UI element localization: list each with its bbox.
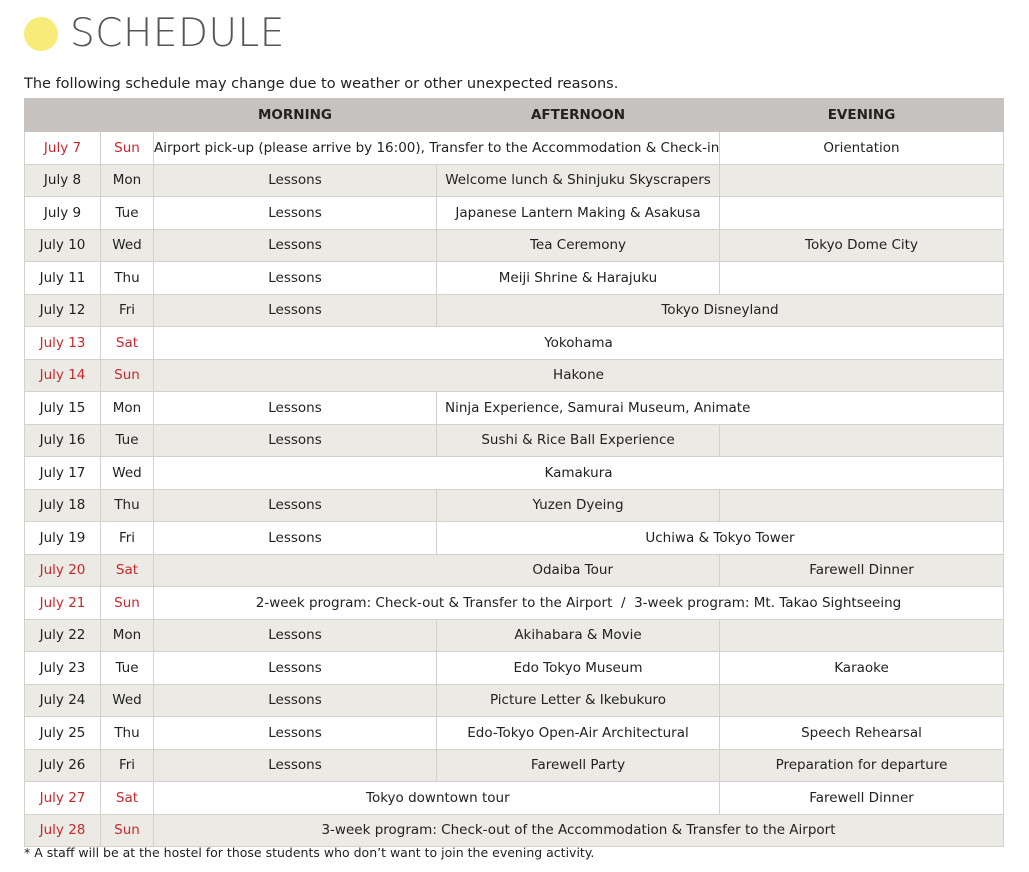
row-day: Thu bbox=[101, 489, 154, 522]
row-day: Mon bbox=[101, 164, 154, 197]
activity-cell: Tokyo Disneyland bbox=[437, 294, 1004, 327]
page-header bbox=[24, 12, 285, 56]
activity-cell: Farewell Dinner bbox=[720, 554, 1004, 587]
activity-cell: Lessons bbox=[154, 294, 437, 327]
row-day: Wed bbox=[101, 457, 154, 490]
activity-cell: Japanese Lantern Making & Asakusa bbox=[437, 197, 720, 230]
row-day: Mon bbox=[101, 619, 154, 652]
table-row bbox=[25, 814, 1004, 847]
table-row bbox=[25, 392, 1004, 425]
activity-cell: Uchiwa & Tokyo Tower bbox=[437, 522, 1004, 555]
activity-cell: Lessons bbox=[154, 392, 437, 425]
row-date: July 13 bbox=[25, 327, 101, 360]
schedule-note: The following schedule may change due to weather or other unexpected reasons. bbox=[24, 76, 619, 92]
table-row bbox=[25, 522, 1004, 555]
row-day: Wed bbox=[101, 684, 154, 717]
activity-cell bbox=[720, 619, 1004, 652]
activity-cell: Lessons bbox=[154, 424, 437, 457]
table-row bbox=[25, 359, 1004, 392]
header-date-blank bbox=[25, 99, 101, 132]
row-day: Sat bbox=[101, 782, 154, 815]
row-day: Sat bbox=[101, 554, 154, 587]
activity-cell: Tea Ceremony bbox=[437, 229, 720, 262]
table-row bbox=[25, 489, 1004, 522]
activity-cell: Hakone bbox=[154, 359, 1004, 392]
row-date: July 16 bbox=[25, 424, 101, 457]
row-day: Sun bbox=[101, 587, 154, 620]
activity-cell: Lessons bbox=[154, 262, 437, 295]
table-row bbox=[25, 262, 1004, 295]
table-row bbox=[25, 652, 1004, 685]
activity-cell: Speech Rehearsal bbox=[720, 717, 1004, 750]
activity-cell: Preparation for departure bbox=[720, 749, 1004, 782]
activity-cell: Edo-Tokyo Open-Air Architectural bbox=[437, 717, 720, 750]
activity-cell: Lessons bbox=[154, 684, 437, 717]
table-row bbox=[25, 164, 1004, 197]
row-day: Wed bbox=[101, 229, 154, 262]
activity-cell: Farewell Party bbox=[437, 749, 720, 782]
header-evening: EVENING bbox=[720, 99, 1004, 132]
activity-cell: Edo Tokyo Museum bbox=[437, 652, 720, 685]
table-row bbox=[25, 424, 1004, 457]
activity-cell: Picture Letter & Ikebukuro bbox=[437, 684, 720, 717]
activity-cell: Orientation bbox=[720, 132, 1004, 165]
activity-cell: Airport pick-up (please arrive by 16:00), Transfer to the Accommodation & Check-in bbox=[154, 132, 720, 165]
table-row bbox=[25, 327, 1004, 360]
row-day: Thu bbox=[101, 262, 154, 295]
row-day: Thu bbox=[101, 717, 154, 750]
row-date: July 14 bbox=[25, 359, 101, 392]
row-date: July 24 bbox=[25, 684, 101, 717]
activity-cell: Lessons bbox=[154, 229, 437, 262]
row-date: July 8 bbox=[25, 164, 101, 197]
row-date: July 19 bbox=[25, 522, 101, 555]
activity-cell: Lessons bbox=[154, 652, 437, 685]
row-date: July 7 bbox=[25, 132, 101, 165]
activity-cell: 3-week program: Check-out of the Accommodation & Transfer to the Airport bbox=[154, 814, 1004, 847]
table-row bbox=[25, 294, 1004, 327]
row-date: July 12 bbox=[25, 294, 101, 327]
table-row bbox=[25, 197, 1004, 230]
row-day: Sun bbox=[101, 359, 154, 392]
activity-cell: Meiji Shrine & Harajuku bbox=[437, 262, 720, 295]
row-date: July 10 bbox=[25, 229, 101, 262]
row-day: Sun bbox=[101, 814, 154, 847]
activity-cell: Odaiba Tour bbox=[154, 554, 720, 587]
schedule-table bbox=[24, 98, 1004, 847]
row-date: July 18 bbox=[25, 489, 101, 522]
activity-cell bbox=[720, 262, 1004, 295]
activity-cell: Akihabara & Movie bbox=[437, 619, 720, 652]
table-row bbox=[25, 684, 1004, 717]
row-date: July 26 bbox=[25, 749, 101, 782]
row-date: July 17 bbox=[25, 457, 101, 490]
row-day: Mon bbox=[101, 392, 154, 425]
activity-cell: 2-week program: Check-out & Transfer to the Airport / 3-week program: Mt. Takao Sightseeing bbox=[154, 587, 1004, 620]
header-afternoon: AFTERNOON bbox=[437, 99, 720, 132]
row-date: July 25 bbox=[25, 717, 101, 750]
activity-cell: Tokyo Dome City bbox=[720, 229, 1004, 262]
page-title: SCHEDULE bbox=[70, 11, 285, 56]
activity-cell bbox=[720, 684, 1004, 717]
yellow-dot-icon bbox=[24, 17, 58, 51]
activity-cell: Tokyo downtown tour bbox=[154, 782, 720, 815]
activity-cell: Sushi & Rice Ball Experience bbox=[437, 424, 720, 457]
row-day: Fri bbox=[101, 522, 154, 555]
activity-cell bbox=[720, 197, 1004, 230]
activity-cell: Lessons bbox=[154, 522, 437, 555]
row-date: July 11 bbox=[25, 262, 101, 295]
header-morning: MORNING bbox=[154, 99, 437, 132]
table-row bbox=[25, 619, 1004, 652]
footnote: * A staff will be at the hostel for those students who don’t want to join the evening activity. bbox=[24, 845, 595, 860]
activity-cell: Lessons bbox=[154, 489, 437, 522]
table-row bbox=[25, 782, 1004, 815]
row-date: July 22 bbox=[25, 619, 101, 652]
table-row bbox=[25, 229, 1004, 262]
row-date: July 23 bbox=[25, 652, 101, 685]
row-day: Sat bbox=[101, 327, 154, 360]
activity-cell: Lessons bbox=[154, 164, 437, 197]
activity-cell: Karaoke bbox=[720, 652, 1004, 685]
activity-cell bbox=[720, 489, 1004, 522]
row-date: July 20 bbox=[25, 554, 101, 587]
table-row bbox=[25, 554, 1004, 587]
row-date: July 15 bbox=[25, 392, 101, 425]
activity-cell: Lessons bbox=[154, 619, 437, 652]
row-date: July 9 bbox=[25, 197, 101, 230]
activity-cell: Lessons bbox=[154, 749, 437, 782]
activity-cell: Lessons bbox=[154, 717, 437, 750]
table-row bbox=[25, 717, 1004, 750]
row-date: July 21 bbox=[25, 587, 101, 620]
table-header-row bbox=[25, 99, 1004, 132]
table-row bbox=[25, 587, 1004, 620]
table-row bbox=[25, 749, 1004, 782]
activity-cell: Farewell Dinner bbox=[720, 782, 1004, 815]
activity-cell: Ninja Experience, Samurai Museum, Animate bbox=[437, 392, 1004, 425]
activity-cell: Yokohama bbox=[154, 327, 1004, 360]
table-row bbox=[25, 457, 1004, 490]
activity-cell: Welcome lunch & Shinjuku Skyscrapers bbox=[437, 164, 720, 197]
row-date: July 27 bbox=[25, 782, 101, 815]
activity-cell: Lessons bbox=[154, 197, 437, 230]
row-day: Sun bbox=[101, 132, 154, 165]
row-day: Tue bbox=[101, 424, 154, 457]
activity-cell: Yuzen Dyeing bbox=[437, 489, 720, 522]
activity-cell: Kamakura bbox=[154, 457, 1004, 490]
activity-cell bbox=[720, 164, 1004, 197]
row-day: Tue bbox=[101, 652, 154, 685]
row-day: Tue bbox=[101, 197, 154, 230]
row-date: July 28 bbox=[25, 814, 101, 847]
row-day: Fri bbox=[101, 749, 154, 782]
table-row bbox=[25, 132, 1004, 165]
row-day: Fri bbox=[101, 294, 154, 327]
activity-cell bbox=[720, 424, 1004, 457]
header-day-blank bbox=[101, 99, 154, 132]
